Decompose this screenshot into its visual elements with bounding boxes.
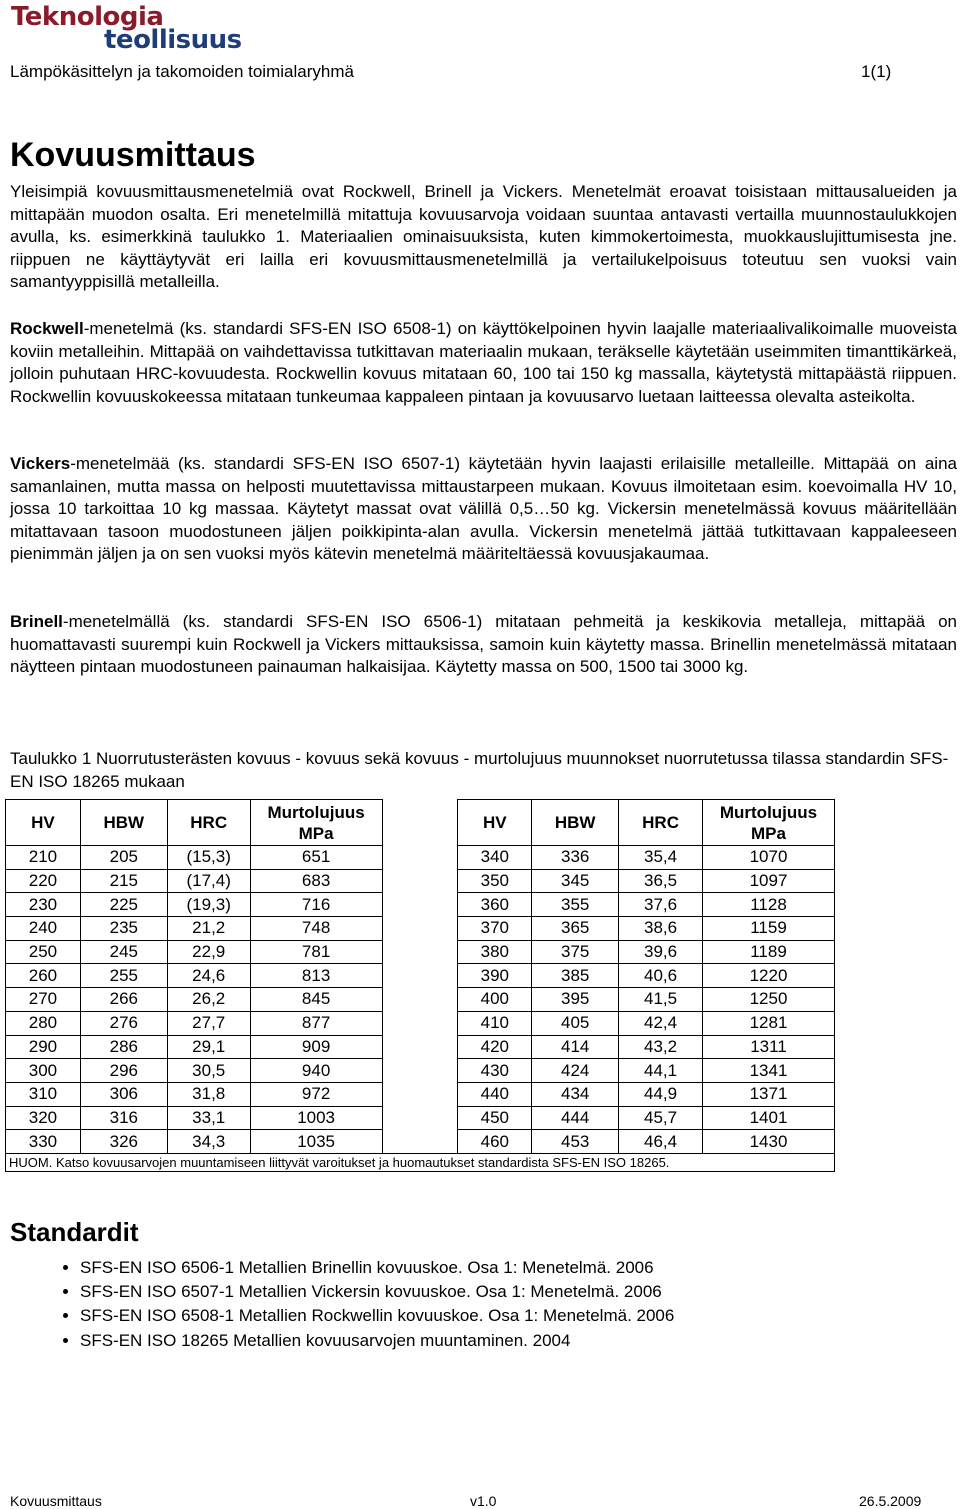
table-cell: 296 <box>80 1059 167 1083</box>
table-cell: 276 <box>80 1011 167 1035</box>
header-page-number: 1(1) <box>861 62 892 81</box>
table-row <box>6 1130 835 1154</box>
table-note: HUOM. Katso kovuusarvojen muuntamiseen liittyvät varoitukset ja huomautukset standardista SFS-EN ISO 18265. <box>6 1153 835 1171</box>
table-note-row <box>6 1153 835 1171</box>
table-cell: 405 <box>532 1011 619 1035</box>
table-row <box>6 1035 835 1059</box>
table-row <box>6 1059 835 1083</box>
rockwell-paragraph <box>10 318 957 408</box>
vickers-paragraph <box>10 453 957 566</box>
vickers-term: Vickers <box>10 454 71 473</box>
table-cell: 877 <box>250 1011 382 1035</box>
table-cell: 39,6 <box>619 940 703 964</box>
table-cell: 43,2 <box>619 1035 703 1059</box>
table-cell: 375 <box>532 940 619 964</box>
table-cell: 420 <box>458 1035 532 1059</box>
table-cell: 453 <box>532 1130 619 1154</box>
table-cell: 360 <box>458 893 532 917</box>
table-cell: 270 <box>6 988 81 1012</box>
table-cell: 1128 <box>703 893 835 917</box>
table-cell: 390 <box>458 964 532 988</box>
table-cell: 1401 <box>703 1106 835 1130</box>
table-cell: 355 <box>532 893 619 917</box>
table-cell: 290 <box>6 1035 81 1059</box>
table-cell: (15,3) <box>167 846 250 870</box>
table-cell: 310 <box>6 1082 81 1106</box>
table-caption: Taulukko 1 Nuorrutusterästen kovuus - kovuus sekä kovuus - murtolujuus muunnokset nuorrutetussa tilassa standardin SFS-EN ISO 18265 mukaan <box>10 749 949 791</box>
table-cell: 683 <box>250 869 382 893</box>
table-cell: 1430 <box>703 1130 835 1154</box>
table-cell: 1035 <box>250 1130 382 1154</box>
table-row <box>6 964 835 988</box>
table-cell: 34,3 <box>167 1130 250 1154</box>
table-cell: 385 <box>532 964 619 988</box>
header-strength: Murtolujuus MPa <box>703 800 835 846</box>
table-cell: 1371 <box>703 1082 835 1106</box>
table-header-row <box>6 800 835 846</box>
table-gap <box>382 869 458 893</box>
list-item: • SFS-EN ISO 6507-1 Metallien Vickersin kovuuskoe. Osa 1: Menetelmä. 2006 <box>80 1280 674 1304</box>
table-cell: 24,6 <box>167 964 250 988</box>
table-cell: 230 <box>6 893 81 917</box>
table-cell: 266 <box>80 988 167 1012</box>
table-cell: 909 <box>250 1035 382 1059</box>
table-row <box>6 1106 835 1130</box>
table-cell: 33,1 <box>167 1106 250 1130</box>
table-gap <box>382 800 458 846</box>
table-cell: 240 <box>6 917 81 941</box>
table-row <box>6 869 835 893</box>
table-cell: 29,1 <box>167 1035 250 1059</box>
page-title: Kovuusmittaus <box>10 136 256 174</box>
table-cell: 395 <box>532 988 619 1012</box>
logo-teollisuus: teollisuus <box>104 25 242 55</box>
table-cell: 27,7 <box>167 1011 250 1035</box>
standards-heading: Standardit <box>10 1217 139 1247</box>
brinell-paragraph <box>10 611 957 679</box>
table-cell: 380 <box>458 940 532 964</box>
table-cell: 1070 <box>703 846 835 870</box>
table-cell: 250 <box>6 940 81 964</box>
footer-title: Kovuusmittaus <box>10 1493 102 1509</box>
table-cell: (19,3) <box>167 893 250 917</box>
table-cell: 30,5 <box>167 1059 250 1083</box>
table-gap <box>382 846 458 870</box>
table-cell: 42,4 <box>619 1011 703 1035</box>
table-cell: 716 <box>250 893 382 917</box>
table-row <box>6 893 835 917</box>
list-item: • SFS-EN ISO 6506-1 Metallien Brinellin kovuuskoe. Osa 1: Menetelmä. 2006 <box>80 1256 674 1280</box>
table-gap <box>382 988 458 1012</box>
header-strength: Murtolujuus MPa <box>250 800 382 846</box>
table-cell: 430 <box>458 1059 532 1083</box>
table-cell: 1311 <box>703 1035 835 1059</box>
header-hv: HV <box>458 800 532 846</box>
table-cell: 286 <box>80 1035 167 1059</box>
header-hrc: HRC <box>619 800 703 846</box>
table-cell: 410 <box>458 1011 532 1035</box>
table-cell: 205 <box>80 846 167 870</box>
rockwell-text: -menetelmä (ks. standardi SFS-EN ISO 6508-1) on käyttökelpoinen hyvin laajalle materiaalivalikoimalle muoveista koviin metalleihin. Mittapää on vaihdettavissa tutkittavan materiaalin mukaan, teräkselle käytetään useimmiten timanttikärkeä, jolloin puhutaan HRC-kovuudesta. Rockwellin kovuus mitataan 60, 100 tai 150 kg massalla, käytetystä mittapäästä riippuen. Rockwellin kovuuskokeessa mitataan tunkeumaa kappaleen pintaan ja kovuusarvo luetaan laitteessa olevalta asteikolta. <box>10 319 957 406</box>
table-cell: 235 <box>80 917 167 941</box>
table-cell: 21,2 <box>167 917 250 941</box>
table-cell: 1189 <box>703 940 835 964</box>
table-gap <box>382 1059 458 1083</box>
table-cell: 245 <box>80 940 167 964</box>
table-cell: 350 <box>458 869 532 893</box>
rockwell-term: Rockwell <box>10 319 84 338</box>
table-cell: 215 <box>80 869 167 893</box>
logo-teknologia: Teknologia <box>11 2 164 32</box>
table-cell: 424 <box>532 1059 619 1083</box>
table-cell: 1341 <box>703 1059 835 1083</box>
table-row <box>6 940 835 964</box>
header-hbw: HBW <box>532 800 619 846</box>
table-cell: 210 <box>6 846 81 870</box>
table-cell: 22,9 <box>167 940 250 964</box>
table-cell: 300 <box>6 1059 81 1083</box>
table-cell: 400 <box>458 988 532 1012</box>
table-cell: 440 <box>458 1082 532 1106</box>
table-row <box>6 988 835 1012</box>
table-cell: 31,8 <box>167 1082 250 1106</box>
table-cell: 460 <box>458 1130 532 1154</box>
table-cell: 365 <box>532 917 619 941</box>
header-hbw: HBW <box>80 800 167 846</box>
table-gap <box>382 893 458 917</box>
list-item: • SFS-EN ISO 18265 Metallien kovuusarvojen muuntaminen. 2004 <box>80 1329 674 1353</box>
table-cell: 1097 <box>703 869 835 893</box>
table-cell: 1003 <box>250 1106 382 1130</box>
table-cell: 316 <box>80 1106 167 1130</box>
table-cell: 41,5 <box>619 988 703 1012</box>
table-cell: 1220 <box>703 964 835 988</box>
table-cell: 336 <box>532 846 619 870</box>
vickers-text: -menetelmää (ks. standardi SFS-EN ISO 6507-1) käytetään hyvin laajasti erilaisille metalleille. Mittapää on aina samanlainen, mutta massa on helposti muutettavissa mittaustarpeen mukaan. Kovuus ilmoitetaan esim. koevoimalla HV 10, jossa 10 tarkoittaa 10 kg massaa. Käytetyt massat ovat välillä 0,5…50 kg. Vickersin menetelmässä kovuus määritellään mitattavaan tasoon muodostuneen jäljen poikkipinta-alan avulla. Vickersin menetelmä jättää tutkittavaan kappaleeseen pienimmän jäljen ja on sen vuoksi myös kätevin menetelmä määriteltäessä kovuusjakaumaa. <box>10 454 957 564</box>
table-cell: 326 <box>80 1130 167 1154</box>
table-gap <box>382 1130 458 1154</box>
table-cell: 748 <box>250 917 382 941</box>
header-group-name: Lämpökäsittelyn ja takomoiden toimialaryhmä <box>10 62 354 81</box>
table-cell: 972 <box>250 1082 382 1106</box>
table-cell: 845 <box>250 988 382 1012</box>
table-cell: 37,6 <box>619 893 703 917</box>
table-cell: (17,4) <box>167 869 250 893</box>
brinell-text: -menetelmällä (ks. standardi SFS-EN ISO 6506-1) mitataan pehmeitä ja keskikovia metalleja, mittapää on huomattavasti suurempi kuin Rockwell ja Vickers mittauksissa, samoin kuin käytetty massa. Brinellin menetelmässä mitataan näytteen pintaan muodostuneen painauman halkaisijaa. Käytetty massa on 500, 1500 tai 3000 kg. <box>10 612 957 677</box>
table-cell: 1250 <box>703 988 835 1012</box>
table-cell: 45,7 <box>619 1106 703 1130</box>
table-cell: 46,4 <box>619 1130 703 1154</box>
table-row <box>6 917 835 941</box>
table-cell: 306 <box>80 1082 167 1106</box>
table-row <box>6 1011 835 1035</box>
table-cell: 36,5 <box>619 869 703 893</box>
table-cell: 40,6 <box>619 964 703 988</box>
table-gap <box>382 1011 458 1035</box>
table-cell: 26,2 <box>167 988 250 1012</box>
table-row <box>6 1082 835 1106</box>
table-cell: 330 <box>6 1130 81 1154</box>
table-cell: 44,9 <box>619 1082 703 1106</box>
footer-version: v1.0 <box>470 1493 497 1509</box>
table-cell: 1281 <box>703 1011 835 1035</box>
footer-date: 26.5.2009 <box>859 1493 922 1509</box>
conversion-table <box>5 799 835 1172</box>
table-cell: 940 <box>250 1059 382 1083</box>
table-cell: 813 <box>250 964 382 988</box>
table-cell: 225 <box>80 893 167 917</box>
table-cell: 220 <box>6 869 81 893</box>
table-cell: 370 <box>458 917 532 941</box>
table-gap <box>382 964 458 988</box>
table-cell: 320 <box>6 1106 81 1130</box>
table-cell: 1159 <box>703 917 835 941</box>
table-cell: 450 <box>458 1106 532 1130</box>
header-hv: HV <box>6 800 81 846</box>
standards-list <box>40 1256 674 1353</box>
header-hrc: HRC <box>167 800 250 846</box>
intro-paragraph: Yleisimpiä kovuusmittausmenetelmiä ovat Rockwell, Brinell ja Vickers. Menetelmät eroavat toisistaan mittausalueiden ja mittapään muodon osalta. Eri menetelmillä mitattuja kovuusarvoja voidaan suuntaa antavasti vertailla muunnostaulukkojen avulla, ks. esimerkkinä taulukko 1. Materiaalien ominaisuuksista, kuten kimmokertoimesta, muokkauslujittumisesta jne. riippuen ne käyttäytyvät eri lailla eri kovuusmittausmenetelmillä ja vertailukelpoisuus toteutuu sen vuoksi vain samantyyppisillä metalleilla. <box>10 182 957 292</box>
table-cell: 781 <box>250 940 382 964</box>
table-cell: 345 <box>532 869 619 893</box>
table-cell: 340 <box>458 846 532 870</box>
list-item: • SFS-EN ISO 6508-1 Metallien Rockwellin kovuuskoe. Osa 1: Menetelmä. 2006 <box>80 1304 674 1328</box>
table-cell: 651 <box>250 846 382 870</box>
table-cell: 414 <box>532 1035 619 1059</box>
table-cell: 35,4 <box>619 846 703 870</box>
table-cell: 444 <box>532 1106 619 1130</box>
table-cell: 280 <box>6 1011 81 1035</box>
table-cell: 38,6 <box>619 917 703 941</box>
table-gap <box>382 940 458 964</box>
table-row <box>6 846 835 870</box>
table-cell: 44,1 <box>619 1059 703 1083</box>
table-gap <box>382 917 458 941</box>
brinell-term: Brinell <box>10 612 63 631</box>
table-cell: 255 <box>80 964 167 988</box>
table-gap <box>382 1035 458 1059</box>
table-cell: 434 <box>532 1082 619 1106</box>
table-cell: 260 <box>6 964 81 988</box>
table-gap <box>382 1106 458 1130</box>
table-gap <box>382 1082 458 1106</box>
